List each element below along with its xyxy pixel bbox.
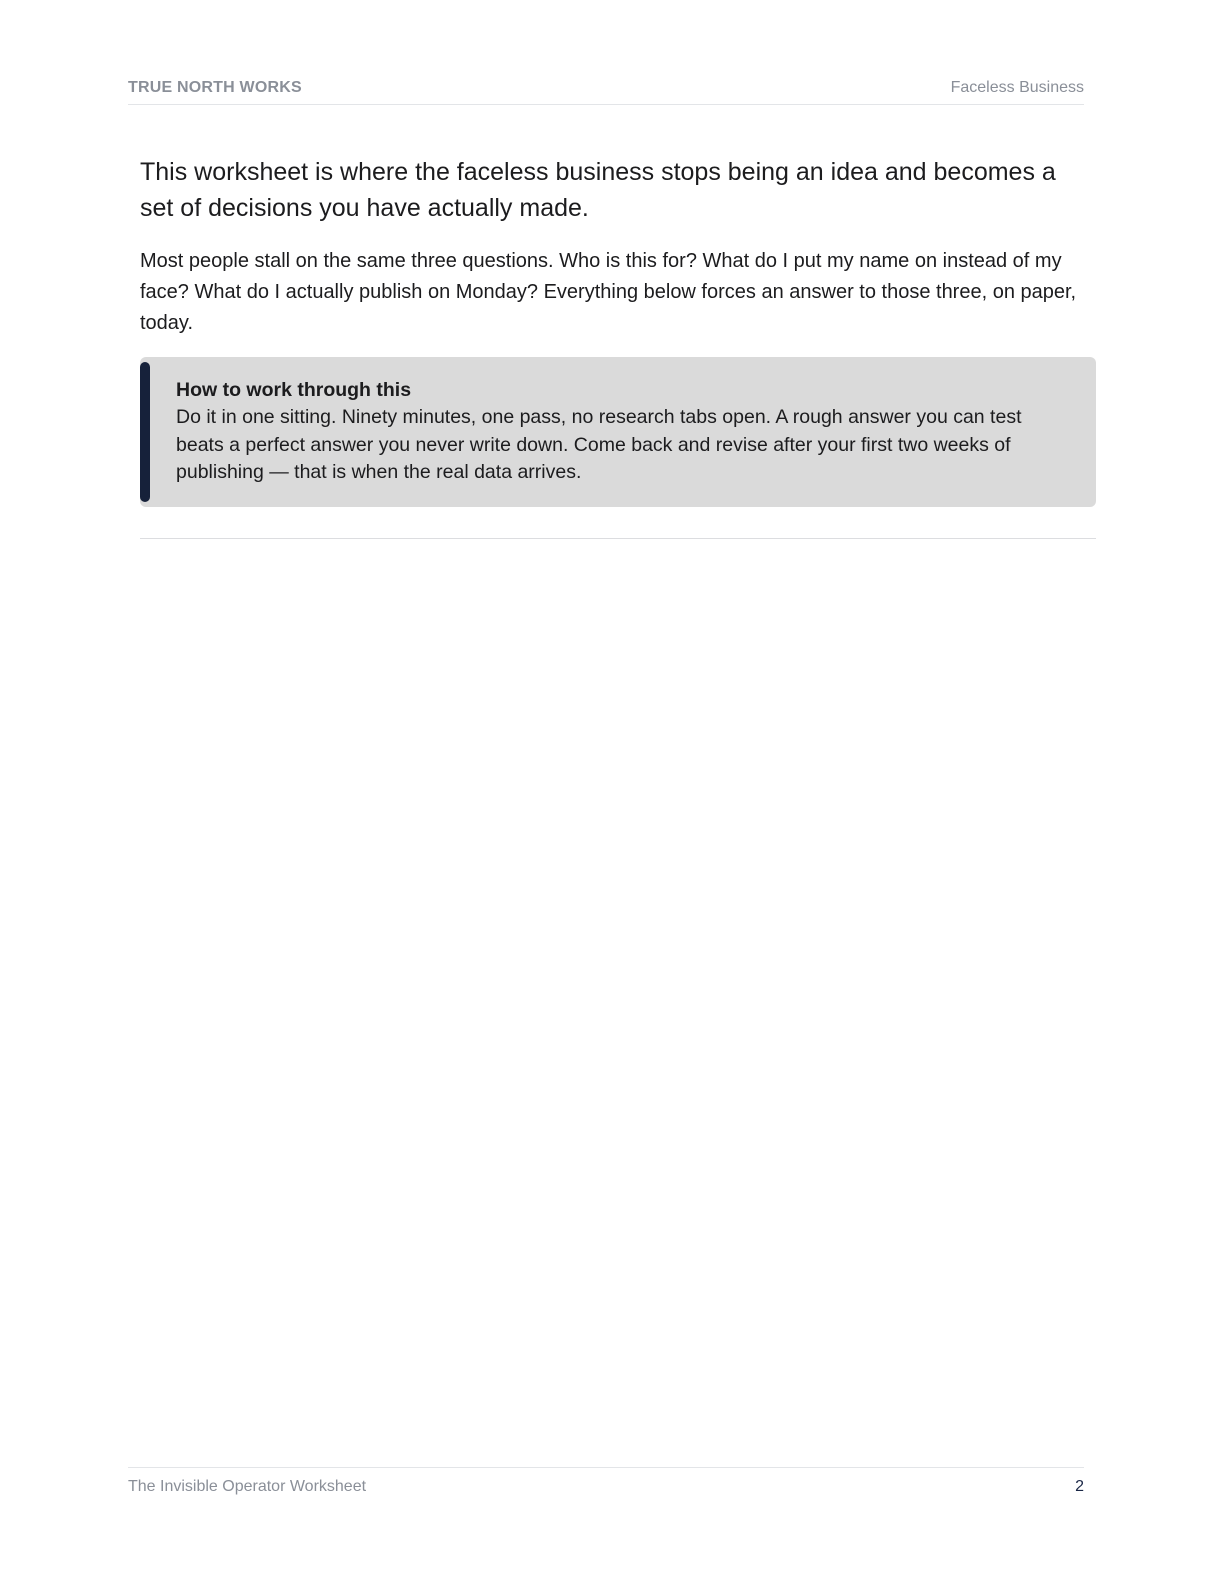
callout-title: How to work through this <box>176 379 412 401</box>
page-footer <box>128 1467 1084 1497</box>
callout-box <box>140 357 1096 507</box>
callout-body: Do it in one sitting. Ninety minutes, one pass, no research tabs open. A rough answer you can test beats a perfect answer you never write down. Come back and revise after your first two weeks of publishing — that is when the real data arrives. <box>176 406 1022 483</box>
footer-document-title: The Invisible Operator Worksheet <box>128 1478 367 1495</box>
lead-paragraph: This worksheet is where the faceless business stops being an idea and becomes a set of decisions you have actually made. <box>140 158 1056 222</box>
callout-accent-bar <box>140 362 150 502</box>
section-divider <box>140 538 1096 539</box>
page-number: 2 <box>1075 1478 1084 1495</box>
section-label: Faceless Business <box>950 79 1084 96</box>
main-content <box>140 154 1096 539</box>
brand-name: TRUE NORTH WORKS <box>128 79 302 96</box>
intro-paragraph: Most people stall on the same three questions. Who is this for? What do I put my name on instead of my face? What do I actually publish on Monday? Everything below forces an answer to those three, on paper, today. <box>140 250 1077 334</box>
page-header <box>128 78 1084 105</box>
